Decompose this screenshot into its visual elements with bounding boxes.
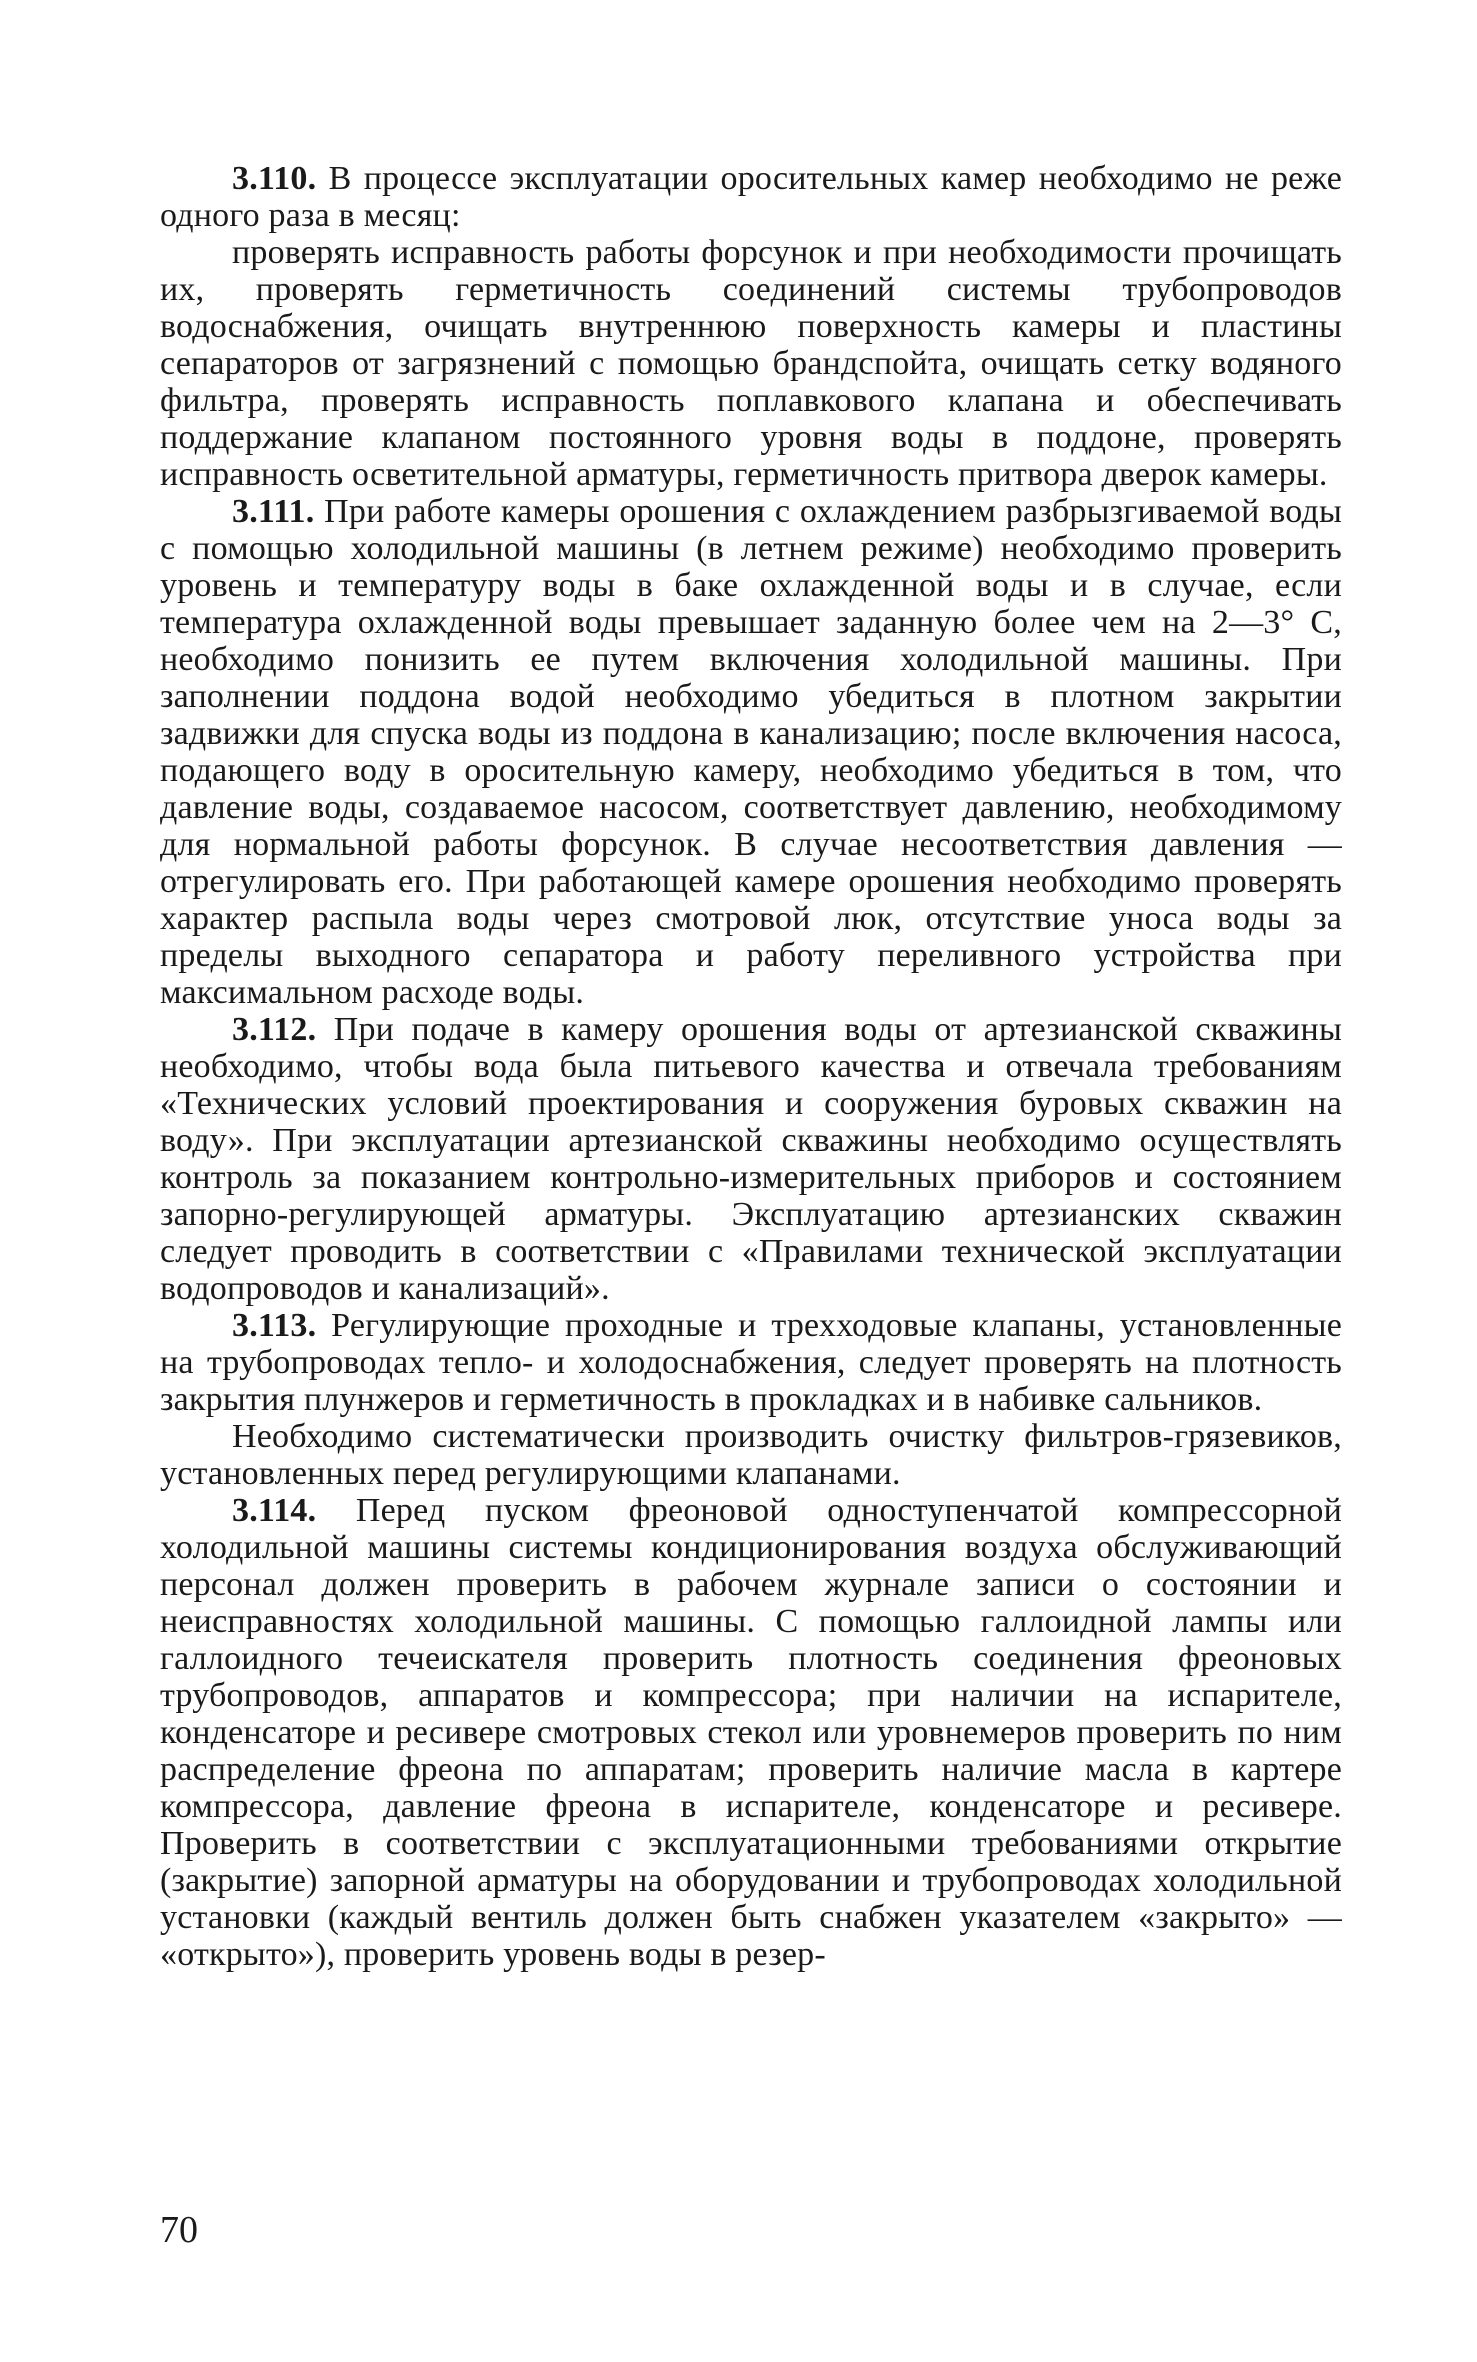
paragraph-text: Перед пуском фреоновой одноступенчатой компрессорной холодильной машины системы кондиционирования воздуха обслуживающий персонал должен проверить в рабочем журнале записи о состоянии и неисправностях холодильной машины. С помощью галлоидной лампы или галлоидного течеискателя проверить плотность соединения фреоновых трубопроводов, аппаратов и компрессора; при наличии на испарителе, конденсаторе и ресивере смотровых стекол или уровнемеров проверить по ним распределение фреона по аппаратам; проверить наличие масла в картере компрессора, давление фреона в испарителе, конденсаторе и ресивере. Проверить в соответствии с эксплуатационными требованиями открытие (закрытие) запорной арматуры на оборудовании и трубопроводах холодильной установки (каждый вентиль должен быть снабжен указателем «закрыто» — «открыто»), проверить уровень воды в резер-	[160, 1492, 1342, 1973]
body-text	[160, 160, 1342, 1973]
clause-number: 3.110.	[232, 160, 317, 197]
clause-number: 3.111.	[232, 493, 315, 530]
document-page	[160, 160, 1342, 2310]
paragraph-text: проверять исправность работы форсунок и при необходимости прочищать их, проверять герметичность соединений системы трубопроводов водоснабжения, очищать внутреннюю поверхность камеры и пластины сепараторов от загрязнений с помощью брандспойта, очищать сетку водяного фильтра, проверять исправность поплавкового клапана и обеспечивать поддержание клапаном постоянного уровня воды в поддоне, проверять исправность осветительной арматуры, герметичность притвора дверок камеры.	[160, 234, 1342, 493]
paragraph-text: Регулирующие проходные и трехходовые клапаны, установленные на трубопроводах тепло- и холодоснабжения, следует проверять на плотность закрытия плунжеров и герметичность в прокладках и в набивке сальников.	[160, 1307, 1342, 1418]
paragraph-3-112	[160, 1011, 1342, 1307]
paragraph-3-110	[160, 160, 1342, 234]
clause-number: 3.113.	[232, 1307, 317, 1344]
paragraph-3-113-note	[160, 1418, 1342, 1492]
paragraph-text: При подаче в камеру орошения воды от артезианской скважины необходимо, чтобы вода была питьевого качества и отвечала требованиям «Технических условий проектирования и сооружения буровых скважин на воду». При эксплуатации артезианской скважины необходимо осуществлять контроль за показанием контрольно-измерительных приборов и состоянием запорно-регулирующей арматуры. Эксплуатацию артезианских скважин следует проводить в соответствии с «Правилами технической эксплуатации водопроводов и канализаций».	[160, 1011, 1342, 1307]
clause-number: 3.114.	[232, 1492, 317, 1529]
paragraph-text: Необходимо систематически производить очистку фильтров-грязевиков, установленных перед регулирующими клапанами.	[160, 1418, 1342, 1492]
clause-number: 3.112.	[232, 1011, 317, 1048]
paragraph-3-111	[160, 493, 1342, 1011]
paragraph-text: При работе камеры орошения с охлаждением разбрызгиваемой воды с помощью холодильной машины (в летнем режиме) необходимо проверить уровень и температуру воды в баке охлажденной воды и в случае, если температура охлажденной воды превышает заданную более чем на 2—3° С, необходимо понизить ее путем включения холодильной машины. При заполнении поддона водой необходимо убедиться в плотном закрытии задвижки для спуска воды из поддона в канализацию; после включения насоса, подающего воду в оросительную камеру, необходимо убедиться в том, что давление воды, создаваемое насосом, соответствует давлению, необходимому для нормальной работы форсунок. В случае несоответствия давления — отрегулировать его. При работающей камере орошения необходимо проверять характер распыла воды через смотровой люк, отсутствие уноса воды за пределы выходного сепаратора и работу переливного устройства при максимальном расходе воды.	[160, 493, 1342, 1011]
paragraph-3-114	[160, 1492, 1342, 1973]
paragraph-text: В процессе эксплуатации оросительных камер необходимо не реже одного раза в месяц:	[160, 160, 1342, 234]
paragraph-3-110-list	[160, 234, 1342, 493]
page-number: 70	[160, 2209, 198, 2251]
paragraph-3-113	[160, 1307, 1342, 1418]
